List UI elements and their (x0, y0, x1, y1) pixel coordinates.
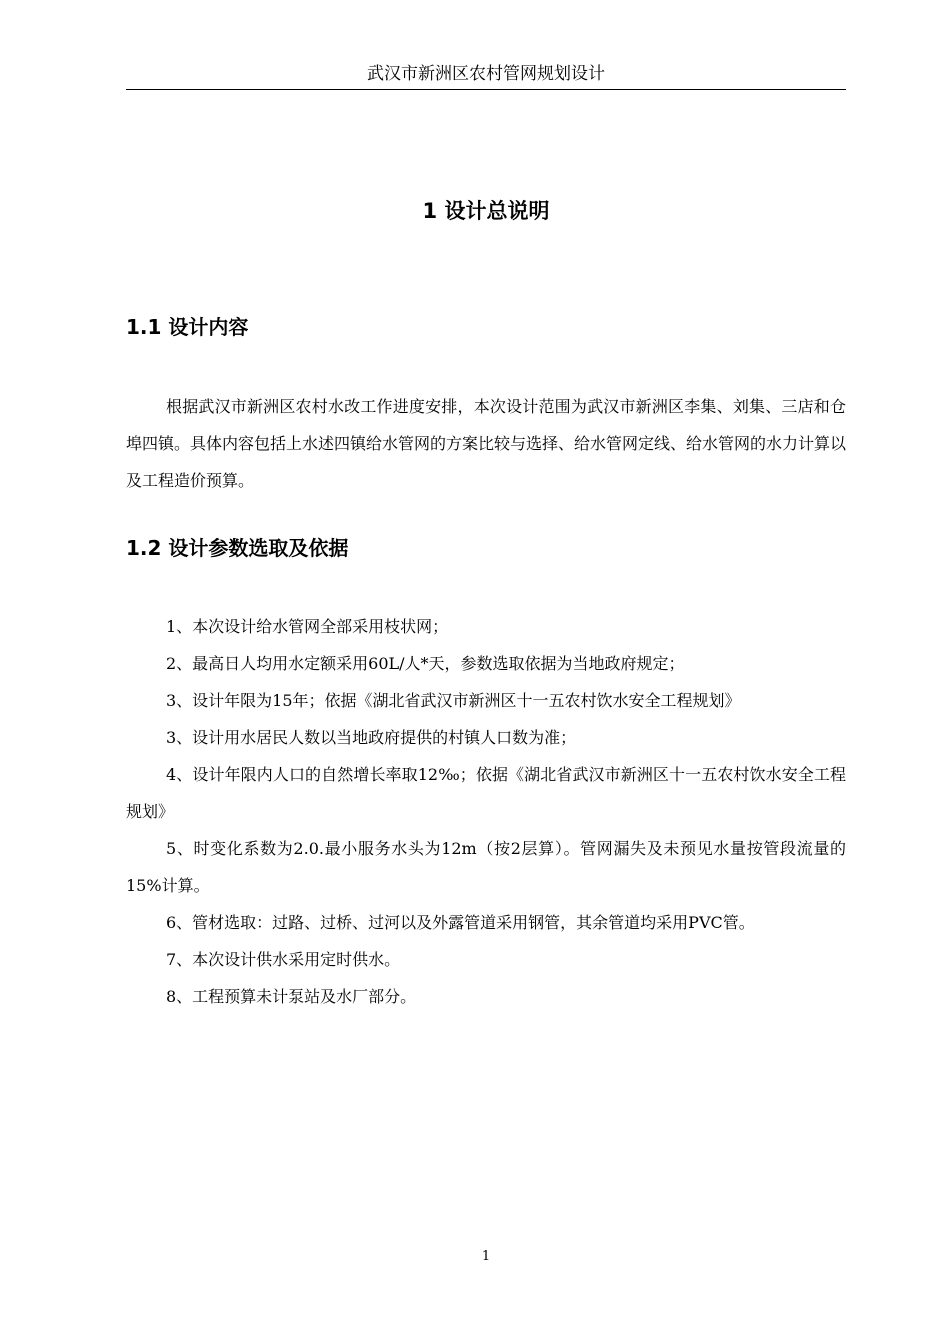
header-divider (126, 89, 846, 90)
list-item: 8、工程预算未计泵站及水厂部分。 (166, 987, 417, 1006)
list-item: 4、设计年限内人口的自然增长率取12‰；依据《湖北省武汉市新洲区十一五农村饮水安全工程规划》 (126, 765, 846, 821)
running-header: 武汉市新洲区农村管网规划设计 (367, 64, 605, 84)
list-item: 3、设计用水居民人数以当地政府提供的村镇人口数为准； (166, 728, 577, 747)
list-item: 6、管材选取：过路、过桥、过河以及外露管道采用钢管，其余管道均采用PVC管。 (166, 913, 755, 932)
list-item: 3、设计年限为15年；依据《湖北省武汉市新洲区十一五农村饮水安全工程规划》 (166, 691, 741, 710)
list-item: 5、时变化系数为2.0.最小服务水头为12m（按2层算）。管网漏失及未预见水量按管段流量的15%计算。 (126, 839, 846, 895)
page-number: 1 (481, 1249, 491, 1264)
paragraph: 根据武汉市新洲区农村水改工作进度安排，本次设计范围为武汉市新洲区李集、刘集、三店和仓埠四镇。具体内容包括上水述四镇给水管网的方案比较与选择、给水管网定线、给水管网的水力计算以及工程造价预算。 (126, 397, 847, 490)
chapter-title: 1 设计总说明 (422, 199, 550, 223)
section-heading-1-2: 1.2 设计参数选取及依据 (126, 536, 349, 560)
list-item: 1、本次设计给水管网全部采用枝状网； (166, 617, 449, 636)
list-item: 7、本次设计供水采用定时供水。 (166, 950, 401, 969)
section-1-2-body (126, 608, 846, 1015)
list-item: 2、最高日人均用水定额采用60L/人*天，参数选取依据为当地政府规定； (166, 654, 685, 673)
section-1-1-body (126, 388, 846, 499)
section-heading-1-1: 1.1 设计内容 (126, 315, 249, 339)
